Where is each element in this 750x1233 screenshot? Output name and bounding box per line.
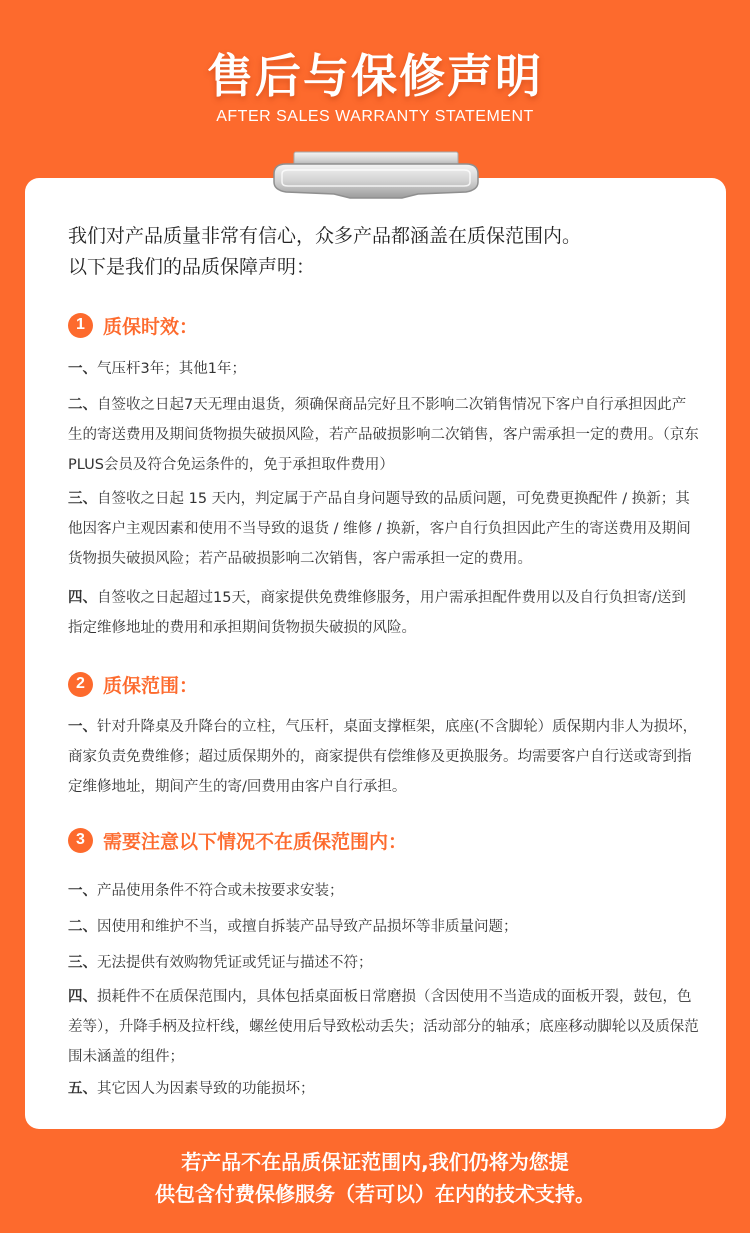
clipboard-clip-icon: [268, 150, 484, 200]
list-item: [68, 583, 700, 643]
item-lead: 一、: [68, 883, 97, 899]
item-lead: 一、: [68, 361, 97, 377]
list-item: [68, 484, 700, 574]
list-item: [68, 712, 700, 802]
item-text: 针对升降桌及升降台的立柱，气压杆，桌面支撑框架，底座(不含脚轮）质保期内非人为损坏，商家负责免费维修；超过质保期外的，商家提供有偿维修及更换服务。均需要客户自行送或寄到指定维修地址，期间产生的寄/回费用由客户自行承担。: [68, 719, 698, 795]
item-text: 自签收之日起 15 天内，判定属于产品自身问题导致的品质问题，可免费更换配件 / 换新；其他因客户主观因素和使用不当导致的退货 / 维修 / 换新，客户自行负担因此产生的寄送费用及期间货物损失破损风险；若产品破损影响二次销售，客户需承担一定的费用。: [68, 491, 691, 567]
item-text: 因使用和维护不当，或擅自拆装产品导致产品损坏等非质量问题；: [97, 919, 518, 935]
section-title: 需要注意以下情况不在质保范围内：: [103, 830, 408, 853]
page-subtitle: AFTER SALES WARRANTY STATEMENT: [216, 108, 534, 125]
section-2-heading: [68, 671, 198, 697]
section-3-heading: [68, 827, 407, 853]
footer-line-1: 若产品不在品质保证范围内,我们仍将为您提: [181, 1150, 569, 1174]
footer-note: [0, 1146, 750, 1210]
intro-line-1: 我们对产品质量非常有信心，众多产品都涵盖在质保范围内。: [68, 225, 582, 247]
item-text: 无法提供有效购物凭证或凭证与描述不符；: [97, 955, 373, 971]
section-title: 质保范围：: [103, 674, 199, 697]
list-item: [68, 1074, 700, 1104]
item-lead: 四、: [68, 590, 97, 606]
item-text: 自签收之日起7天无理由退货，须确保商品完好且不影响二次销售情况下客户自行承担因此产生的寄送费用及期间货物损失破损风险，若产品破损影响二次销售，客户需承担一定的费用。（京东PLUS会员及符合免运条件的，免于承担取件费用）: [68, 397, 699, 473]
item-text: 其它因人为因素导致的功能损坏；: [97, 1081, 315, 1097]
list-item: [68, 912, 700, 942]
item-lead: 二、: [68, 919, 97, 935]
section-number-badge: 1: [68, 313, 93, 338]
item-text: 气压杆3年；其他1年；: [97, 361, 246, 377]
item-text: 损耗件不在质保范围内，具体包括桌面板日常磨损（含因使用不当造成的面板开裂，鼓包，色差等），升降手柄及拉杆线，螺丝使用后导致松动丢失；活动部分的轴承；底座移动脚轮以及质保范围未涵盖的组件；: [68, 989, 699, 1065]
item-lead: 二、: [68, 397, 97, 413]
item-text: 产品使用条件不符合或未按要求安装；: [97, 883, 344, 899]
item-lead: 三、: [68, 955, 97, 971]
list-item: [68, 390, 700, 480]
list-item: [68, 982, 700, 1072]
list-item: [68, 354, 700, 384]
page-title: 售后与保修声明: [207, 49, 543, 103]
section-number-badge: 3: [68, 828, 93, 853]
item-lead: 三、: [68, 491, 97, 507]
intro-text: [68, 221, 708, 283]
item-lead: 四、: [68, 989, 97, 1005]
section-number-badge: 2: [68, 672, 93, 697]
list-item: [68, 876, 700, 906]
list-item: [68, 948, 700, 978]
item-lead: 一、: [68, 719, 97, 735]
intro-line-2: 以下是我们的品质保障声明：: [68, 256, 316, 278]
item-lead: 五、: [68, 1081, 97, 1097]
section-1-heading: [68, 312, 198, 338]
footer-line-2: 供包含付费保修服务（若可以）在内的技术支持。: [155, 1182, 595, 1206]
section-title: 质保时效：: [103, 315, 199, 338]
item-text: 自签收之日起超过15天，商家提供免费维修服务，用户需承担配件费用以及自行负担寄/送到指定维修地址的费用和承担期间货物损失破损的风险。: [68, 590, 686, 636]
